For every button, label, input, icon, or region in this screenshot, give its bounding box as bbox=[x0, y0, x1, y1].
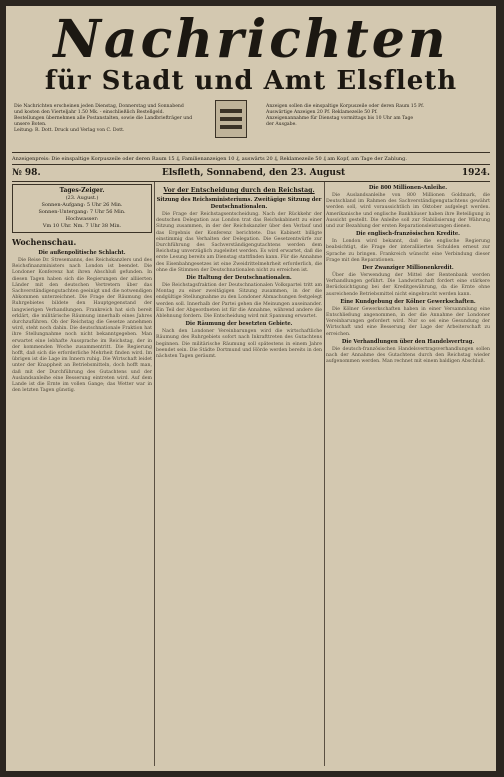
article-text: Die Auslandsanleihe von 800 Millionen Goldmark, die Deutschland im Rahmen des Sachverständigengutachtens gewährt werden soll, wird voraussichtlich im Oktober aufgelegt werden. Amerikanische und englische Bankhäuser haben ihre Beteiligung in Aussicht gestellt. Die Anleihe soll zur Stabilisierung der Währung und zur Bezahlung der ersten Reparationsleistungen dienen. bbox=[326, 193, 490, 230]
divider bbox=[12, 181, 490, 182]
almanac-line: Hochwasser: bbox=[65, 216, 99, 222]
coat-of-arms-icon bbox=[215, 100, 247, 138]
almanac-line: Sonnen-Untergang: 7 Uhr 56 Min. bbox=[38, 209, 126, 215]
column-divider bbox=[154, 182, 155, 766]
divider bbox=[12, 152, 490, 153]
advertising-info bbox=[266, 104, 486, 128]
almanac-line: Sonnen-Aufgang: 5 Uhr 26 Min. bbox=[41, 202, 123, 208]
article-text: Die Reichstagsfraktion der Deutschnationalen Volkspartei tritt am Montag zu einer zweitägigen Sitzung zusammen, in der die endgültige Stellungnahme zu den Londoner Abmachungen festgelegt werden soll. Innerhalb der Partei gehen die Meinungen auseinander. Ein Teil der Abgeordneten ist für die Annahme, während andere die Ablehnung fordern. Die Entscheidung wird mit Spannung erwartet. bbox=[156, 283, 322, 320]
section-heading: Die englisch-französischen Kredite. bbox=[356, 231, 460, 238]
section-heading: Die Haltung der Deutschnationalen. bbox=[186, 275, 292, 282]
weekly-review-subhead: Die außenpolitische Schlacht. bbox=[38, 250, 126, 256]
info-line: Anzeigenannahme für Dienstag vormittags bis 10 Uhr am Tage bbox=[266, 116, 414, 121]
weekly-review-heading: Wochenschau. bbox=[12, 237, 77, 247]
section-heading: Die 800 Millionen-Anleihe. bbox=[368, 185, 448, 191]
info-line: und kosten den Vierteljahr 1.50 Mk. - einschließlich Bestellgeld. bbox=[14, 110, 165, 115]
issue-place-date: Elsfleth, Sonnabend, den 23. August bbox=[162, 168, 346, 178]
section-heading: Der Zwanziger Millionenkredit. bbox=[362, 265, 454, 272]
lead-article-subhead: Sitzung des Reichsministeriums. Zweitägige Sitzung der Deutschnationalen. bbox=[156, 197, 322, 210]
info-line: Leitung: R. Dott. Druck und Verlag von C. Dott. bbox=[14, 128, 125, 133]
article-text: Nach den Londoner Vereinbarungen wird die wirtschaftliche Räumung des Ruhrgebiets sofort nach Inkrafttreten des Gutachtens beginnen. Die militärische Räumung soll spätestens in einem Jahre beendet sein. Die Städte Dortmund und Hörde werden bereits in den nächsten Tagen geräumt. bbox=[156, 329, 322, 360]
section-heading: Eine Kundgebung der Kölner Gewerkschaften. bbox=[340, 298, 476, 305]
article-text: Die Kölner Gewerkschaften haben in einer Versammlung eine Entschließung angenommen, in der die Annahme der Londoner Vereinbarungen gefordert wird. Nur so sei eine Gesundung der Wirtschaft und eine Besserung der Lage der Arbeiterschaft zu erreichen. bbox=[326, 306, 490, 337]
almanac-line: Vm 10 Uhr. Nm. 7 Uhr 38 Min. bbox=[42, 223, 122, 229]
info-line: Auswärtige Anzeigen 20 Pf. Reklamezeile 50 Pf. bbox=[266, 110, 378, 115]
daily-almanac-box bbox=[12, 184, 152, 233]
article-text: Die Frage der Reichstagsentscheidung. Nach der Rückkehr der deutschen Delegation aus London trat das Reichskabinett zu einer Sitzung zusammen, in der der Reichskanzler über den Verlauf und das Ergebnis der Konferenz berichtete. Das Kabinett billigte einstimmig das Verhalten der Delegation. Die Gesetzentwürfe zur Durchführung des Sachverständigengutachtens werden dem Reichstag unverzüglich zugeleitet werden. Es wird erwartet, daß die erste Lesung bereits am Dienstag stattfinden kann. Für die Annahme des Eisenbahngesetzes ist eine Zweidrittelmehrheit erforderlich, die ohne die Stimmen der Deutschnationalen nicht zu erreichen ist. bbox=[156, 212, 322, 273]
info-line: Bestellungen übernehmen alle Postanstalten, sowie die Landbriefträger und unsere Boten. bbox=[14, 116, 193, 127]
article-text: Die deutsch-französischen Handelsvertragsverhandlungen sollen nach der Annahme des Gutachtens durch den Reichstag wieder aufgenommen werden. Man rechnet mit einem baldigen Abschluß. bbox=[326, 346, 490, 365]
section-heading: Die Räumung der besetzten Gebiete. bbox=[185, 321, 293, 328]
article-text: Die Reise Dr. Stresemanns, des Reichskanzlers und des Reichsfinanzministers nach London ist beendet. Die Londoner Konferenz hat ihren Abschluß gefunden. In diesen Tagen haben sich die Regierungen der alliierten Länder mit den deutschen Vertretern über das Sachverständigengutachten geeinigt und die notwendigen Abkommen unterzeichnet. Die Frage der Räumung des Ruhrgebietes bildete den Hauptgegenstand der langwierigen Verhandlungen. Frankreich hat sich bereit erklärt, die militärische Räumung innerhalb eines Jahres durchzuführen. Ob der Reichstag die Gesetze annehmen wird, steht noch dahin. Die deutschnationale Fraktion hat ihre Stellungnahme noch nicht bekanntgegeben. Man erwartet eine lebhafte Aussprache im Reichstag, der in der kommenden Woche zusammentritt. Die Regierung hofft, daß sich die erforderliche Mehrheit finden wird. Im übrigen ist die Lage im Innern ruhig. Die Wirtschaft leidet unter der Knappheit an Betriebsmitteln, doch hofft man, daß mit der Durchführung des Gutachtens und der Auslandsanleihe eine Besserung eintreten wird. Auf dem Lande ist die Ernte im vollen Gange; das Wetter war in den letzten Tagen günstig. bbox=[12, 258, 152, 394]
article-text: Über die Verwendung der Mittel der Rentenbank werden Verhandlungen geführt. Die Landwirtschaft fordert eine stärkere Berücksichtigung bei der Kreditgewährung, da die Ernte ohne ausreichende Betriebsmittel nicht eingebracht werden kann. bbox=[326, 273, 490, 297]
column-right bbox=[326, 184, 490, 764]
column-divider bbox=[324, 182, 325, 766]
dateline bbox=[12, 166, 490, 180]
info-line: der Ausgabe. bbox=[266, 122, 297, 127]
almanac-line: (23. August.) bbox=[65, 195, 99, 201]
ad-price-line: Anzeigenpreis: Die einspaltige Korpuszeile oder deren Raum 15 ₰, Familienanzeigen 10 ₰, auswärts 20 ₰, Reklamezeile 50 ₰ am Kopf, am Tage der Zahlung. bbox=[12, 156, 407, 162]
newspaper-page bbox=[6, 6, 496, 771]
section-heading: Die Verhandlungen über den Handelsvertrag. bbox=[341, 338, 475, 345]
info-line: Die Nachrichten erscheinen jeden Dienstag, Donnerstag und Sonnabend bbox=[14, 104, 184, 109]
lead-article-heading: Vor der Entscheidung durch den Reichstag. bbox=[163, 187, 315, 194]
info-line: Anzeigen sollen die einspaltige Korpuszeile oder deren Raum 15 Pf. bbox=[266, 104, 425, 109]
column-left bbox=[12, 184, 152, 764]
newspaper-title: Nachrichten bbox=[53, 9, 449, 70]
newspaper-subtitle: für Stadt und Amt Elsfleth bbox=[44, 66, 458, 96]
almanac-title: Tages-Zeiger. bbox=[59, 187, 105, 194]
subscription-info bbox=[14, 104, 204, 134]
divider bbox=[12, 164, 490, 165]
masthead bbox=[6, 6, 496, 133]
issue-year: 1924. bbox=[461, 168, 490, 178]
column-center bbox=[156, 184, 322, 764]
article-text: In London wird bekannt, daß die englische Regierung beabsichtigt, die Frage der interalliierten Schulden erneut zur Sprache zu bringen. Frankreich wünscht eine Verbindung dieser Frage mit den Reparationen. bbox=[326, 239, 490, 263]
issue-number: № 98. bbox=[12, 168, 41, 178]
